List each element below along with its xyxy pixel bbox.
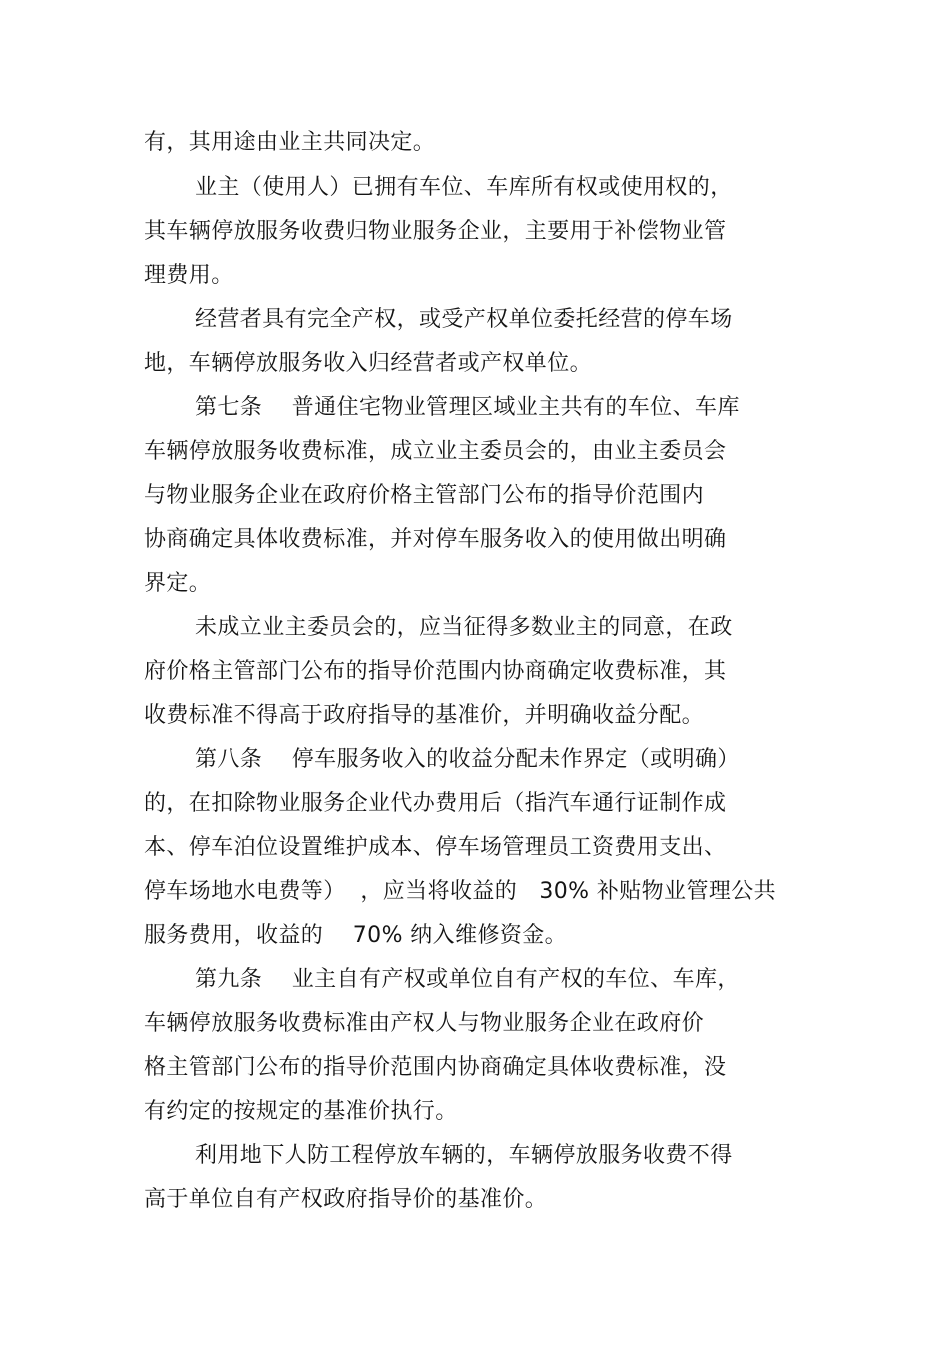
text-line: 高于单位自有产权政府指导价的基准价。 xyxy=(144,1187,548,1212)
text-line: 收费标准不得高于政府指导的基准价，并明确收益分配。 xyxy=(144,703,705,728)
text-line: 理费用。 xyxy=(144,263,234,288)
text-line: 未成立业主委员会的，应当征得多数业主的同意，在政 xyxy=(195,615,733,640)
text-line: 利用地下人防工程停放车辆的，车辆停放服务收费不得 xyxy=(195,1143,733,1168)
text-line: 格主管部门公布的指导价范围内协商确定具体收费标准，没 xyxy=(144,1055,727,1080)
text-line: 业主（使用人）已拥有车位、车库所有权或使用权的， xyxy=(195,175,733,200)
text-line: 与物业服务企业在政府价格主管部门公布的指导价范围内 xyxy=(144,483,705,508)
text-line: 的，在扣除物业服务企业代办费用后（指汽车通行证制作成 xyxy=(144,791,727,816)
text-line: 其车辆停放服务收费归物业服务企业，主要用于补偿物业管 xyxy=(144,219,727,244)
text-line: 第八条 停车服务收入的收益分配未作界定（或明确） xyxy=(195,747,740,772)
text-line: 有约定的按规定的基准价执行。 xyxy=(144,1099,458,1124)
text-line: 第九条 业主自有产权或单位自有产权的车位、车库， xyxy=(195,967,740,992)
text-line: 第七条 普通住宅物业管理区域业主共有的车位、车库 xyxy=(195,395,740,420)
text-line: 停车场地水电费等） ，应当将收益的 30% 补贴物业管理公共 xyxy=(144,879,777,904)
text-line: 车辆停放服务收费标准，成立业主委员会的，由业主委员会 xyxy=(144,439,727,464)
text-line: 经营者具有完全产权，或受产权单位委托经营的停车场 xyxy=(195,307,733,332)
text-line: 服务费用，收益的 70% 纳入维修资金。 xyxy=(144,923,568,948)
text-line: 地，车辆停放服务收入归经营者或产权单位。 xyxy=(144,351,593,376)
text-line: 协商确定具体收费标准，并对停车服务收入的使用做出明确 xyxy=(144,527,727,552)
text-line: 府价格主管部门公布的指导价范围内协商确定收费标准，其 xyxy=(144,659,727,684)
text-line: 界定。 xyxy=(144,571,212,596)
text-line: 本、停车泊位设置维护成本、停车场管理员工资费用支出、 xyxy=(144,835,727,860)
text-line: 车辆停放服务收费标准由产权人与物业服务企业在政府价 xyxy=(144,1011,705,1036)
text-line: 有，其用途由业主共同决定。 xyxy=(144,130,436,155)
